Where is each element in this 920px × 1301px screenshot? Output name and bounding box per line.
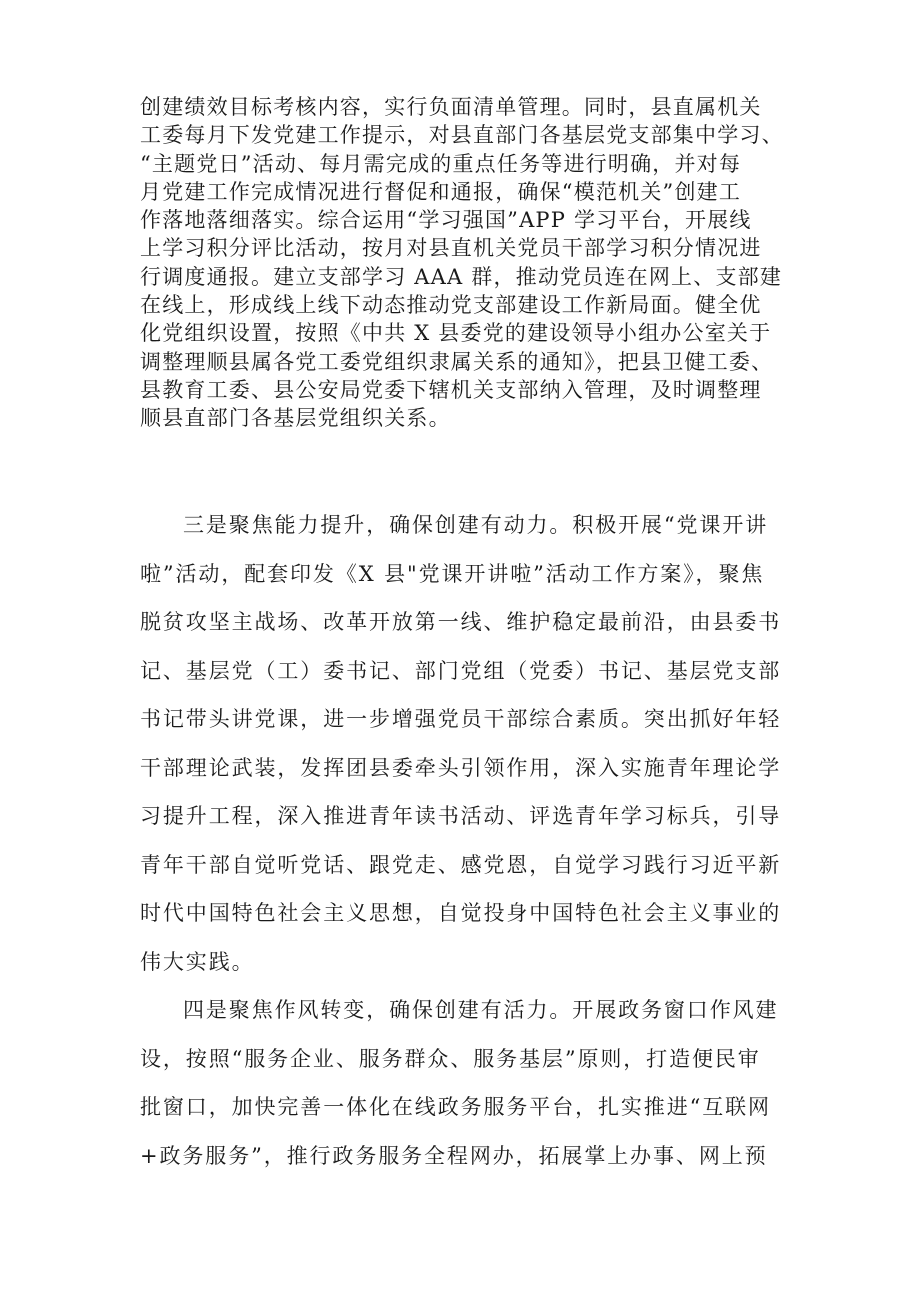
paragraph-continued (140, 93, 800, 433)
text-line: 上学习积分评比活动，按月对县直机关党员干部学习积分情况进 (140, 236, 762, 261)
text-line: 时代中国特色社会主义思想，自觉投身中国特色社会主义事业的 (140, 901, 782, 925)
text-line: 干部理论武装，发挥团县委牵头引领作用，深入实施青年理论学 (140, 755, 782, 780)
text-line: +政务服务”，推行政务服务全程网办，拓展掌上办事、网上预 (140, 1143, 768, 1168)
text-line: 化党组织设置，按照《中共 X 县委党的建设领导小组办公室关于 (140, 321, 772, 346)
text-line: 顺县直部门各基层党组织关系。 (140, 406, 451, 431)
text-line: 啦”活动，配套印发《X 县"党课开讲啦”活动工作方案》，聚焦 (140, 561, 765, 586)
text-line: 月党建工作完成情况进行督促和通报，确保“模范机关”创建工 (140, 179, 742, 204)
text-line: 习提升工程，深入推进青年读书活动、评选青年学习标兵，引导 (140, 804, 782, 828)
text-line: 创建绩效目标考核内容，实行负面清单管理。同时，县直属机关 (140, 95, 762, 119)
text-line: 批窗口，加快完善一体化在线政务服务平台，扎实推进“互联网 (140, 1095, 771, 1119)
text-line: 记、基层党（工）委书记、部门党组（党委）书记、基层党支部 (140, 658, 782, 683)
text-line: 作落地落细落实。综合运用“学习强国”APP 学习平台，开展线 (140, 208, 752, 233)
text-line: 县教育工委、县公安局党委下辖机关支部纳入管理，及时调整理 (140, 377, 762, 402)
text-line: 在线上，形成线上线下动态推动党支部建设工作新局面。健全优 (140, 293, 762, 318)
text-line: 书记带头讲党课，进一步增强党员干部综合素质。突出抓好年轻 (140, 707, 782, 731)
text-line: 伟大实践。 (140, 949, 255, 974)
text-line: “主题党日”活动、每月需完成的重点任务等进行明确，并对每 (140, 151, 742, 176)
paragraph-three (140, 501, 800, 986)
text-line: 青年干部自觉听党话、跟党走、感党恩，自觉学习践行习近平新 (140, 852, 782, 877)
text-line: 工委每月下发党建工作提示，对县直部门各基层党支部集中学习、 (140, 123, 784, 148)
text-line: 四是聚焦作风转变，确保创建有活力。开展政务窗口作风建 (183, 998, 779, 1022)
spaced-paragraphs (140, 501, 800, 1180)
paragraph-four (140, 986, 800, 1180)
text-line: 设，按照“服务企业、服务群众、服务基层”原则，打造便民审 (140, 1046, 761, 1071)
text-line: 脱贫攻坚主战场、改革开放第一线、维护稳定最前沿，由县委书 (140, 610, 782, 634)
text-line: 行调度通报。建立支部学习 AAA 群，推动党员连在网上、支部建 (140, 264, 783, 289)
text-line: 调整理顺县属各党工委党组织隶属关系的通知》，把县卫健工委、 (140, 349, 774, 374)
text-line: 三是聚焦能力提升，确保创建有动力。积极开展“党课开讲 (183, 513, 769, 537)
